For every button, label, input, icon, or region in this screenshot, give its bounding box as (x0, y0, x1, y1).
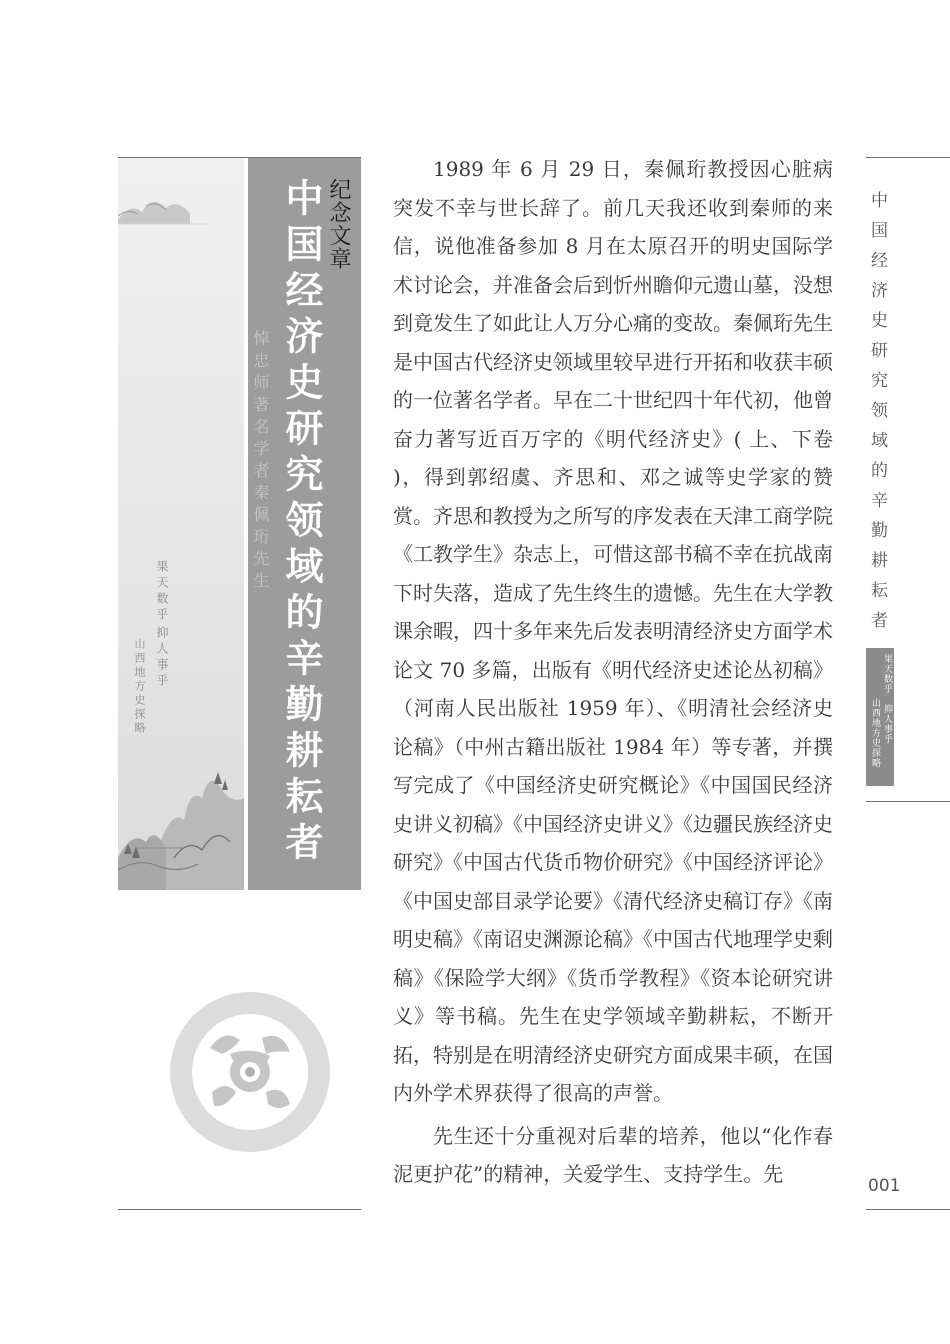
column-label: 纪念文章 (326, 178, 351, 270)
paragraph: 1989 年 6 月 29 日，秦佩珩教授因心脏病突发不幸与世长辞了。前几天我还收到秦师的来信，说他准备参加 8 月在太原召开的明史国际学术讨论会，并准备会后到忻州瞻仰元遗山墓，没想到竟发生了如此让人万分心痛的变故。秦佩珩先生是中国古代经济史领域里较早进行开拓和收获丰硕的一位著名学者。早在二十世纪四十年代初，他曾奋力著写近百万字的《明代经济史》( 上、下卷 )，得到郭绍虞、齐思和、邓之诚等史学家的赞赏。齐思和教授为之所写的序发表在天津工商学院《工教学生》杂志上，可惜这部书稿不幸在抗战南下时失落，造成了先生终生的遗憾。先生在大学教课余暇，四十多年来先后发表明清经济史方面学术论文 70 多篇，出版有《明代经济史述论丛初稿》（河南人民出版社 1959 年）、《明清社会经济史论稿》（中州古籍出版社 1984 年）等专著，并撰写完成了《中国经济史研究概论》《中国国民经济史讲义初稿》《中国经济史讲义》《边疆民族经济史研究》《中国古代货币物价研究》《中国经济评论》《中国史部目录学论要》《清代经济史稿订存》《南明史稿》《南诏史渊源论稿》《中国古代地理学史剩稿》《保险学大纲》《货币学教程》《资本论研究讲义》等书稿。先生在史学领域辛勤耕耘，不断开拓，特别是在明清经济史研究方面成果丰硕，在国内外学术界获得了很高的声誉。 (393, 157, 833, 1105)
article-subtitle: 悼忠师著名学者秦佩珩先生 (251, 330, 270, 594)
article-body (393, 150, 833, 1194)
book-title-box (866, 648, 894, 786)
paragraph: 先生还十分重视对后辈的培养，他以“化作春泥更护花”的精神，关爱学生、支持学生。先 (393, 1123, 833, 1186)
running-title: 中国经济史研究领域的辛勤耕耘者 (867, 191, 887, 641)
art-inscription-line2: 抑人事乎 (155, 626, 169, 690)
landscape-painting (118, 158, 244, 890)
left-bottom-rule (118, 1209, 361, 1210)
right-bottom-rule (866, 1209, 950, 1210)
right-middle-rule (866, 801, 950, 802)
tiger-seal-emblem (166, 988, 334, 1156)
book-title-line1: 果天数乎 (882, 654, 892, 694)
art-inscription-line3: 山西地方史探略 (133, 638, 146, 736)
landscape-illustration (118, 158, 244, 890)
book-title-line2: 抑人事乎 (882, 704, 892, 744)
art-inscription-line1: 果天数乎 (155, 560, 169, 624)
book-title-line3: 山西地方史探略 (870, 698, 880, 768)
article-title: 中国经济史研究领域的辛勤耕耘者 (279, 178, 323, 868)
right-top-rule (866, 157, 950, 158)
page-number: 001 (868, 1176, 901, 1196)
